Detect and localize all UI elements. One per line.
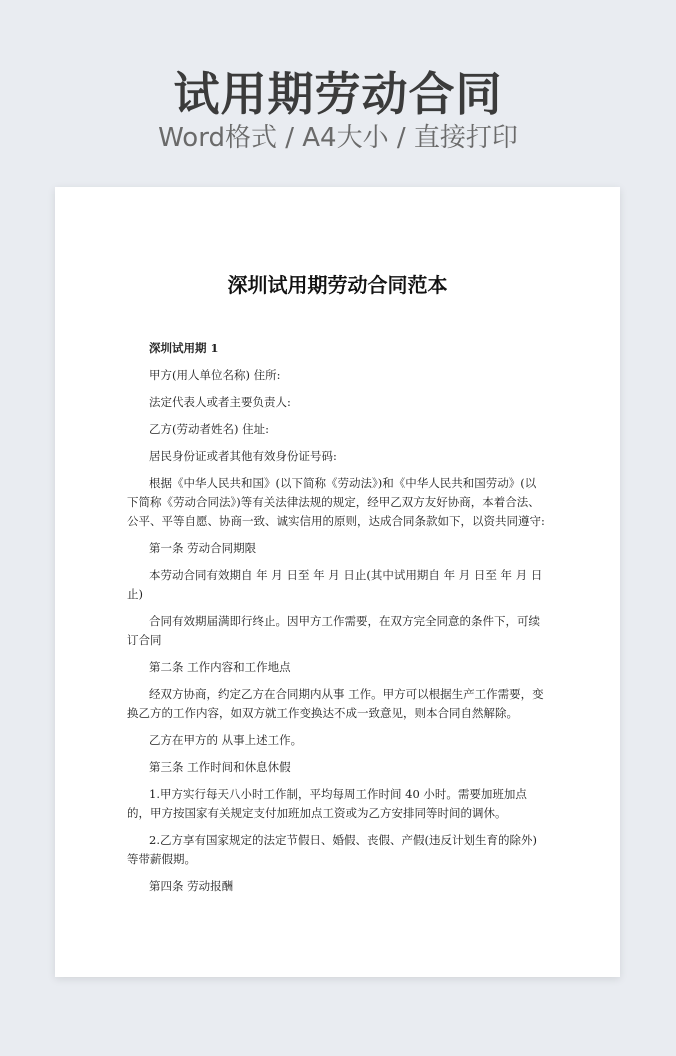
banner-title: 试用期劳动合同 xyxy=(173,67,503,121)
document-page xyxy=(55,187,620,977)
document-title: 深圳试用期劳动合同范本 xyxy=(227,273,448,297)
party-b-line: 乙方(劳动者姓名) 住址: xyxy=(149,422,270,436)
article-1-renewal: 合同有效期届满即行终止。因甲方工作需要，在双方完全同意的条件下，可续订合同 xyxy=(127,614,540,647)
article-1-term: 本劳动合同有效期自 年 月 日至 年 月 日止(其中试用期自 年 月 日至 年 月 日止) xyxy=(127,568,543,601)
article-1-heading: 第一条 劳动合同期限 xyxy=(149,541,257,555)
article-4-heading: 第四条 劳动报酬 xyxy=(149,879,234,893)
banner-subtitle: Word格式 / A4大小 / 直接打印 xyxy=(158,123,518,153)
article-3-heading: 第三条 工作时间和休息休假 xyxy=(149,760,291,774)
article-3-item-2: 2.乙方享有国家规定的法定节假日、婚假、丧假、产假(违反计划生育的除外)等带薪假期。 xyxy=(127,833,537,866)
article-2-location: 乙方在甲方的 从事上述工作。 xyxy=(149,733,303,747)
preamble-paragraph: 根据《中华人民共和国》(以下简称《劳动法》)和《中华人民共和国劳动》(以下简称《劳动合同法》)等有关法律法规的规定，经甲乙双方友好协商，本着合法、公平、平等自愿、协商一致、诚实信用的原则，达成合同条款如下，以资共同遵守: xyxy=(127,476,545,528)
document-heading: 深圳试用期 1 xyxy=(149,341,219,355)
article-2-content: 经双方协商，约定乙方在合同期内从事 工作。甲方可以根据生产工作需要，变换乙方的工作内容，如双方就工作变换达不成一致意见，则本合同自然解除。 xyxy=(127,687,544,720)
document-body xyxy=(127,339,547,904)
article-2-heading: 第二条 工作内容和工作地点 xyxy=(149,660,291,674)
id-number-line: 居民身份证或者其他有效身份证号码: xyxy=(149,449,337,463)
legal-rep-line: 法定代表人或者主要负责人: xyxy=(149,395,291,409)
article-3-item-1: 1.甲方实行每天八小时工作制，平均每周工作时间 40 小时。需要加班加点的，甲方按国家有关规定支付加班加点工资或为乙方安排同等时间的调休。 xyxy=(127,787,527,820)
party-a-line: 甲方(用人单位名称) 住所: xyxy=(149,368,281,382)
